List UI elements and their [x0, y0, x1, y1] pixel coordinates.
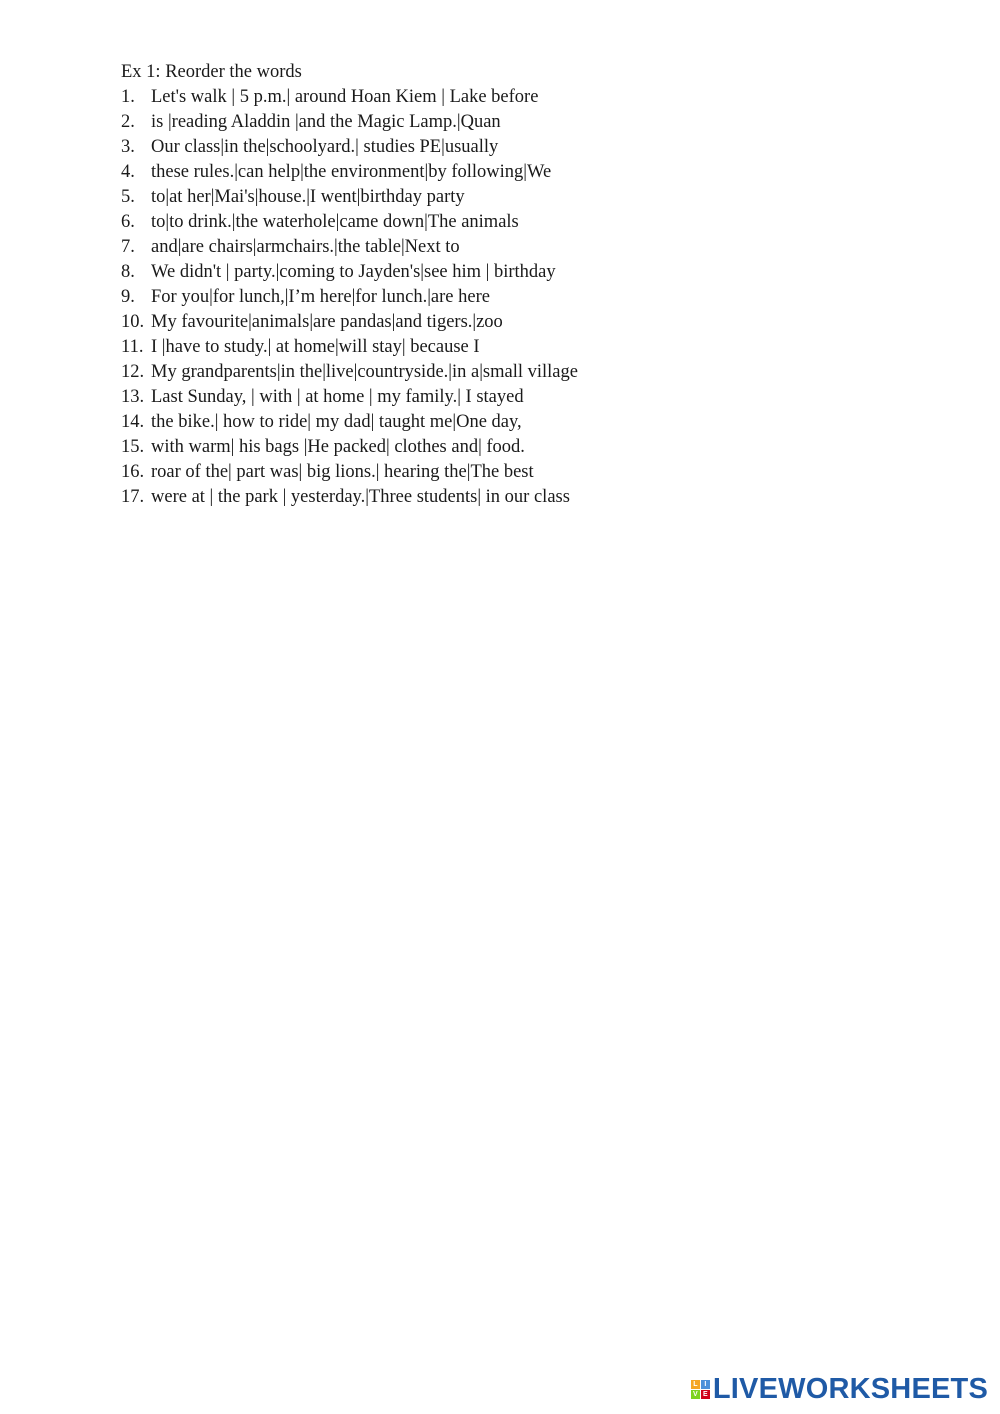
exercise-item-number: 5.	[121, 187, 135, 207]
exercise-item-number: 11.	[121, 337, 144, 357]
exercise-item-text: with warm| his bags |He packed| clothes and| food.	[151, 437, 525, 457]
exercise-item-text: and|are chairs|armchairs.|the table|Next to	[151, 237, 460, 257]
exercise-item-text: Let's walk | 5 p.m.| around Hoan Kiem | Lake before	[151, 87, 539, 107]
exercise-item-text: roar of the| part was| big lions.| hearing the|The best	[151, 462, 534, 482]
exercise-item-number: 7.	[121, 237, 135, 257]
exercise-item-number: 14.	[121, 412, 145, 432]
exercise-item	[121, 85, 881, 110]
exercise-item-number: 12.	[121, 362, 145, 382]
exercise-item-text: For you|for lunch,|I’m here|for lunch.|are here	[151, 287, 490, 307]
exercise-item	[121, 210, 881, 235]
exercise-item-text: is |reading Aladdin |and the Magic Lamp.|Quan	[151, 112, 501, 132]
exercise-item-text: these rules.|can help|the environment|by following|We	[151, 162, 552, 182]
exercise-item	[121, 360, 881, 385]
liveworksheets-brand[interactable]	[691, 1372, 988, 1406]
exercise-item-number: 4.	[121, 162, 135, 182]
exercise-item	[121, 285, 881, 310]
exercise-item-text: My grandparents|in the|live|countryside.|in a|small village	[151, 362, 578, 382]
exercise-item-text: to|to drink.|the waterhole|came down|The animals	[151, 212, 519, 232]
exercise-item	[121, 160, 881, 185]
exercise-item-text: to|at her|Mai's|house.|I went|birthday party	[151, 187, 465, 207]
exercise-item	[121, 135, 881, 160]
logo-letter: V	[691, 1390, 700, 1399]
exercise-item-number: 3.	[121, 137, 135, 157]
exercise-item-text: Last Sunday, | with | at home | my family.| I stayed	[151, 387, 524, 407]
exercise-item-number: 2.	[121, 112, 135, 132]
exercise-item-number: 8.	[121, 262, 135, 282]
exercise-item-text: My favourite|animals|are pandas|and tigers.|zoo	[151, 312, 503, 332]
exercise-item-text: Our class|in the|schoolyard.| studies PE|usually	[151, 137, 499, 157]
exercise-item-text: the bike.| how to ride| my dad| taught me|One day,	[151, 412, 522, 432]
exercise-item	[121, 260, 881, 285]
exercise-item-number: 1.	[121, 87, 135, 107]
exercise-item-text: We didn't | party.|coming to Jayden's|see him | birthday	[151, 262, 556, 282]
logo-letter: I	[701, 1380, 710, 1389]
exercise-item	[121, 435, 881, 460]
logo-letter: L	[691, 1380, 700, 1389]
exercise-title: Ex 1: Reorder the words	[121, 62, 302, 82]
liveworksheets-logo-icon	[691, 1380, 710, 1399]
exercise-item-text: I |have to study.| at home|will stay| because I	[151, 337, 480, 357]
exercise-item-number: 17.	[121, 487, 145, 507]
exercise-item-number: 15.	[121, 437, 145, 457]
exercise-item-number: 16.	[121, 462, 145, 482]
exercise-item	[121, 235, 881, 260]
exercise-item	[121, 485, 881, 510]
exercise-item	[121, 460, 881, 485]
exercise-item-number: 10.	[121, 312, 145, 332]
exercise-item	[121, 310, 881, 335]
exercise-item-number: 6.	[121, 212, 135, 232]
exercise-item	[121, 110, 881, 135]
brand-name: LIVEWORKSHEETS	[712, 1373, 988, 1405]
exercise-item-number: 13.	[121, 387, 145, 407]
logo-letter: E	[701, 1390, 710, 1399]
exercise-item	[121, 335, 881, 360]
exercise-list	[121, 85, 881, 510]
exercise-item	[121, 385, 881, 410]
worksheet	[121, 60, 881, 510]
exercise-item	[121, 185, 881, 210]
exercise-item-number: 9.	[121, 287, 135, 307]
exercise-item	[121, 410, 881, 435]
exercise-item-text: were at | the park | yesterday.|Three students| in our class	[151, 487, 570, 507]
